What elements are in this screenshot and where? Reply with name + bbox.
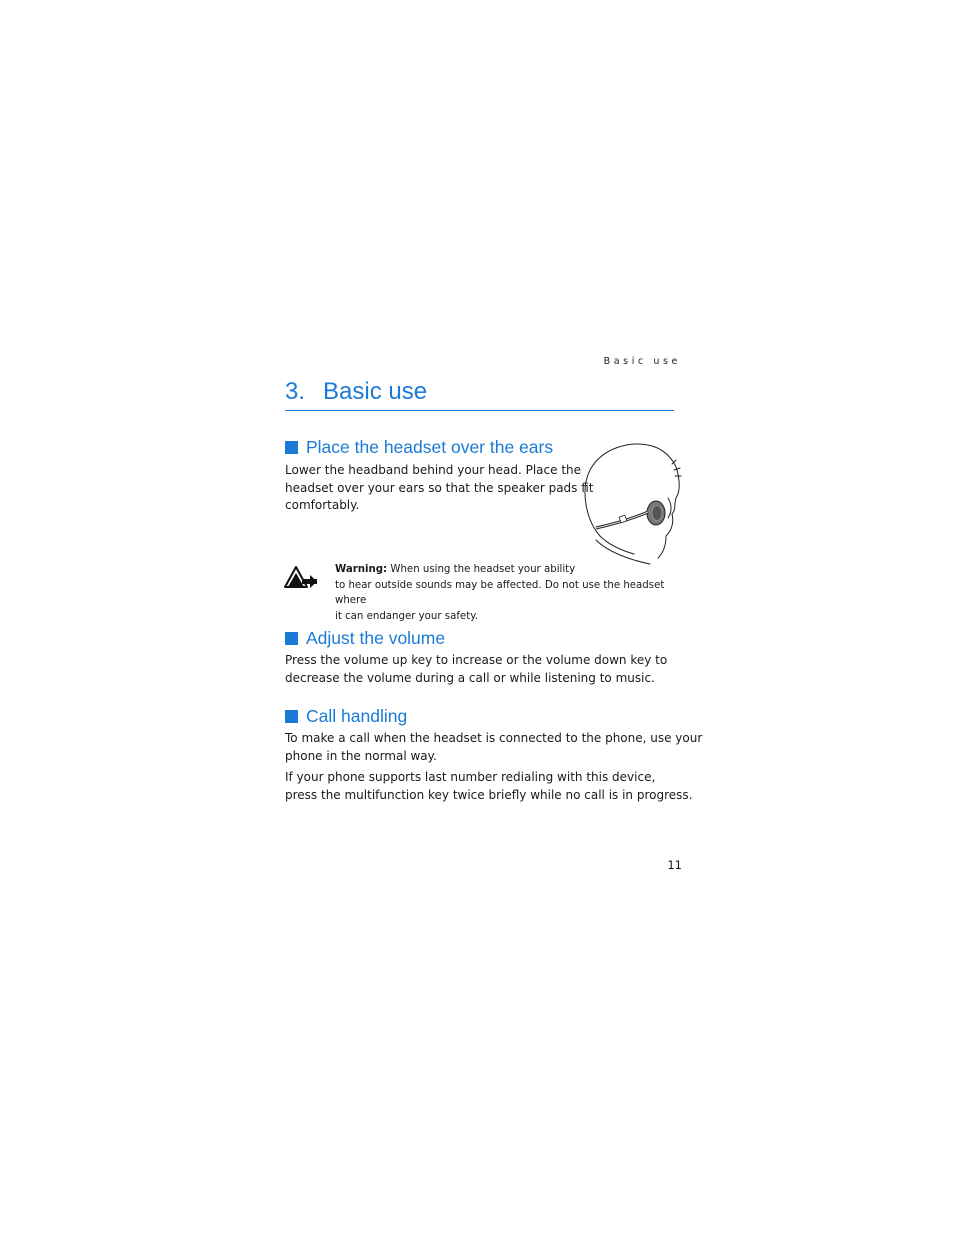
section-heading-text: Place the headset over the ears <box>306 437 554 457</box>
section-heading-adjust-volume <box>285 628 445 648</box>
section-bullet-icon <box>285 441 298 454</box>
section-paragraph <box>285 462 594 515</box>
paragraph-line: Lower the headband behind your head. Place the <box>285 463 582 477</box>
paragraph-line: If your phone supports last number redialing with this device, <box>285 770 656 784</box>
paragraph-line: phone in the normal way. <box>285 748 437 763</box>
chapter-title <box>285 378 674 411</box>
warning-triangle-icon <box>284 565 318 589</box>
section-heading-text: Call handling <box>306 706 408 726</box>
warning-line: it can endanger your safety. <box>335 610 479 622</box>
section-heading-text: Adjust the volume <box>306 628 446 648</box>
section-heading-place-headset <box>285 437 553 457</box>
warning-label: Warning: <box>335 564 388 575</box>
section-paragraph <box>285 730 702 765</box>
chapter-number: 3. <box>285 378 306 405</box>
section-paragraph <box>285 652 667 687</box>
paragraph-line: Press the volume up key to increase or the volume down key to <box>285 653 668 667</box>
chapter-title-text: Basic use <box>323 378 428 405</box>
section-bullet-icon <box>285 632 298 645</box>
paragraph-line: comfortably. <box>285 498 360 512</box>
paragraph-line: press the multifunction key twice briefly while no call is in progress. <box>285 787 693 802</box>
paragraph-line: decrease the volume during a call or while listening to music. <box>285 670 655 685</box>
paragraph-line: headset over your ears so that the speaker pads fit <box>285 480 594 495</box>
section-heading-call-handling <box>285 706 407 726</box>
page-number: 11 <box>667 858 682 872</box>
warning-line: to hear outside sounds may be affected. Do not use the headset where <box>335 579 665 606</box>
warning-text <box>335 562 680 624</box>
section-bullet-icon <box>285 710 298 723</box>
section-paragraph <box>285 769 692 804</box>
paragraph-line: To make a call when the headset is connected to the phone, use your <box>285 731 703 745</box>
warning-line: When using the headset your ability <box>390 564 576 575</box>
running-head: Basic use <box>603 356 681 367</box>
headset-on-head-illustration <box>580 440 684 566</box>
